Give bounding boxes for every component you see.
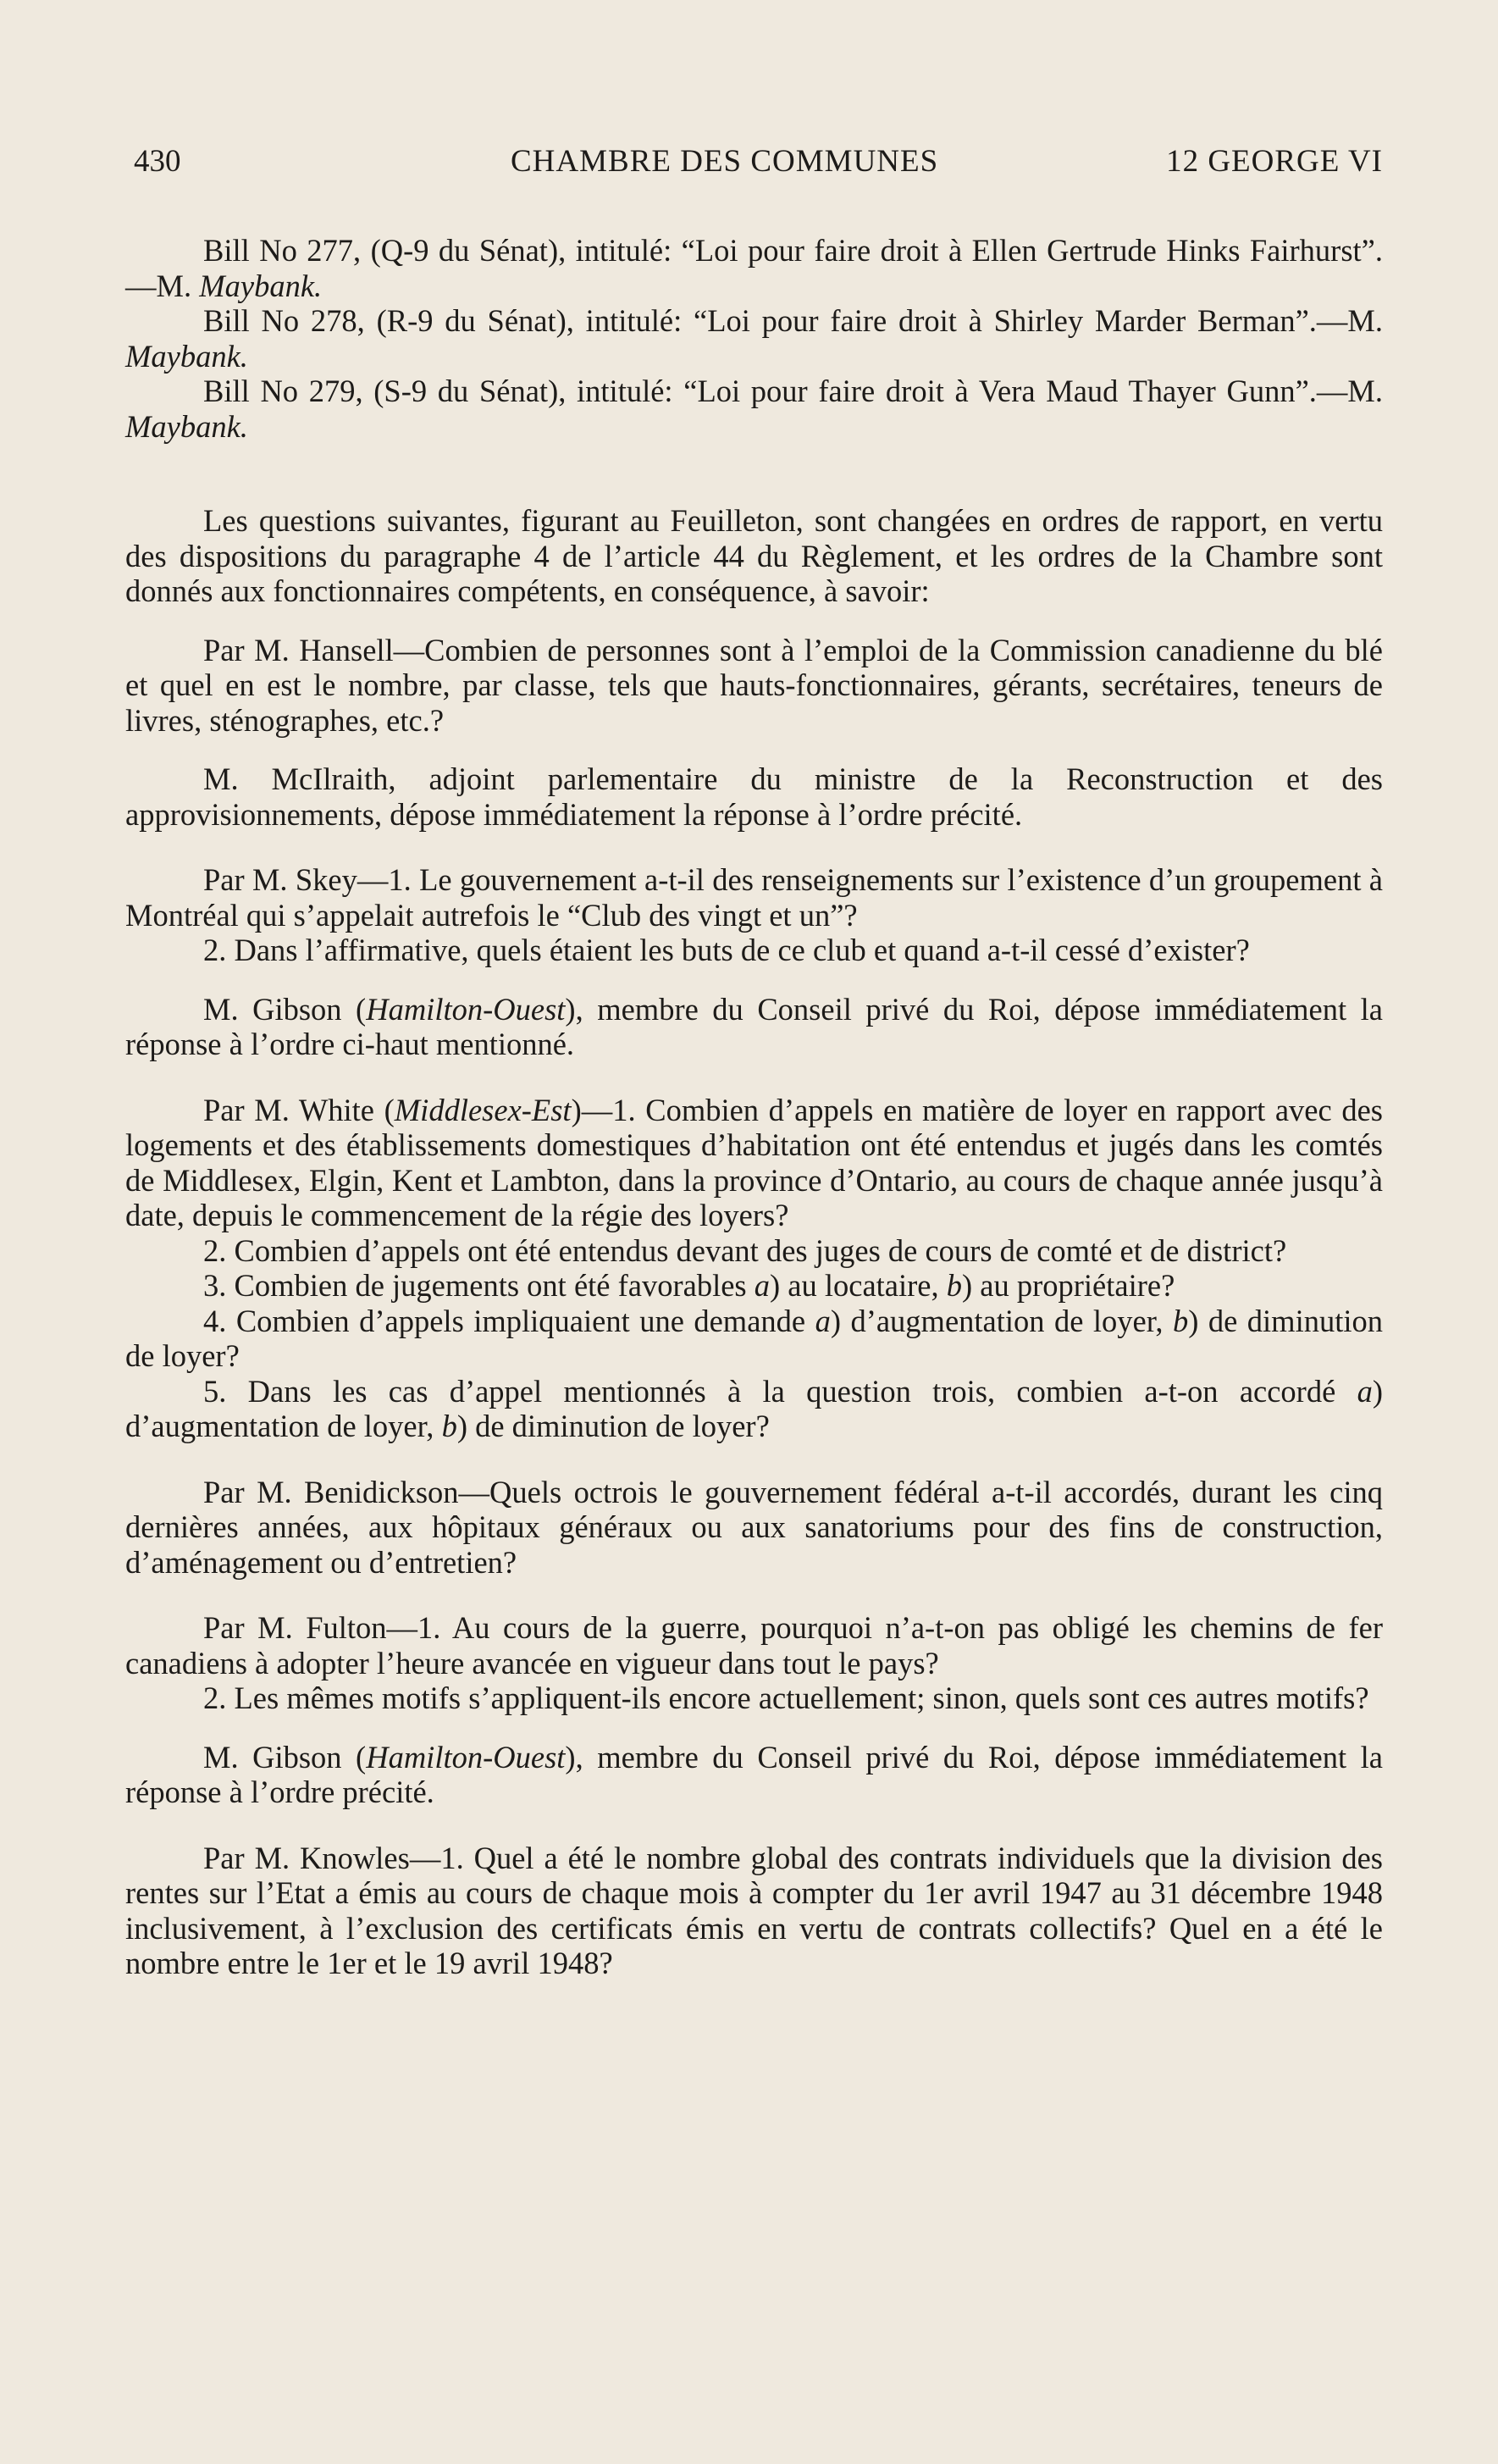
riding-name: Hamilton-Ouest <box>366 991 566 1027</box>
bill-278: Bill No 278, (R-9 du Sénat), intitulé: “Loi pour faire droit à Shirley Marder Berman”.—M. Maybank. <box>125 303 1383 374</box>
answer-gibson-2: M. Gibson (Hamilton-Ouest), membre du Conseil privé du Roi, dépose immédiatement la réponse à l’ordre précité. <box>125 1739 1383 1809</box>
riding-name: Middlesex-Est <box>394 1092 572 1127</box>
questions-intro: Les questions suivantes, figurant au Feuilleton, sont changées en ordres de rapport, en vertu des dispositions du paragraphe 4 de l’article 44 du Règlement, et les ordres de la Chambre sont donnés aux fonctionnaires compétents, en conséquence, à savoir: <box>125 503 1383 608</box>
question-white-2: 2. Combien d’appels ont été entendus devant des juges de cours de comté et de district? <box>203 1232 1287 1268</box>
question-white-5: 5. Dans les cas d’appel mentionnés à la question trois, combien a-t-on accordé a) d’augmentation de loyer, b) de diminution de loyer? <box>125 1373 1383 1443</box>
question-white-1: Par M. White (Middlesex-Est)—1. Combien d’appels en matière de loyer en rapport avec des logements et des établissements domestiques d’habitation ont été entendus et jugés dans les comtés de Middlesex, Elgin, Kent et Lambton, dans la province d’Ontario, au cours de chaque année jusqu’à date, depuis le commencement de la régie des loyers? <box>125 1092 1383 1232</box>
bill-278-sponsor: Maybank. <box>125 338 248 374</box>
question-white-4: 4. Combien d’appels impliquaient une demande a) d’augmentation de loyer, b) de diminution de loyer? <box>125 1303 1383 1373</box>
bill-277: Bill No 277, (Q-9 du Sénat), intitulé: “Loi pour faire droit à Ellen Gertrude Hinks Fairhurst”.—M. Maybank. <box>125 233 1383 303</box>
answer-mcilraith: M. McIlraith, adjoint parlementaire du ministre de la Reconstruction et des approvisionnements, dépose immédiatement la réponse à l’ordre précité. <box>125 761 1383 832</box>
running-title: CHAMBRE DES COMMUNES <box>511 144 939 179</box>
question-fulton-1: Par M. Fulton—1. Au cours de la guerre, pourquoi n’a-t-on pas obligé les chemins de fer canadiens à adopter l’heure avancée en vigueur dans tout le pays? <box>125 1610 1383 1681</box>
bill-277-sponsor: Maybank. <box>199 268 323 303</box>
question-knowles: Par M. Knowles—1. Quel a été le nombre global des contrats individuels que la division des rentes sur l’Etat a émis au cours de chaque mois à compter du 1er avril 1947 au 31 décembre 1948 inclusivement, à l’exclusion des certificats émis en vertu de contrats collectifs? Quel en a été le nombre entre le 1er et le 19 avril 1948? <box>125 1840 1383 1980</box>
answer-gibson-1: M. Gibson (Hamilton-Ouest), membre du Conseil privé du Roi, dépose immédiatement la réponse à l’ordre ci-haut mentionné. <box>125 991 1383 1061</box>
question-fulton-2: 2. Les mêmes motifs s’appliquent-ils encore actuellement; sinon, quels sont ces autres motifs? <box>203 1681 1369 1715</box>
question-skey-2: 2. Dans l’affirmative, quels étaient les buts de ce club et quand a-t-il cessé d’exister? <box>203 933 1250 967</box>
bill-279: Bill No 279, (S-9 du Sénat), intitulé: “Loi pour faire droit à Vera Maud Thayer Gunn”.—M. Maybank. <box>125 374 1383 444</box>
question-hansell: Par M. Hansell—Combien de personnes sont à l’emploi de la Commission canadienne du blé et quel en est le nombre, par classe, tels que hauts-fonctionnaires, gérants, secrétaires, teneurs de livres, sténographes, etc.? <box>125 632 1383 738</box>
riding-name: Hamilton-Ouest <box>366 1739 566 1775</box>
session-label: 12 GEORGE VI <box>1166 144 1383 179</box>
bill-279-sponsor: Maybank. <box>125 408 248 444</box>
question-benidickson: Par M. Benidickson—Quels octrois le gouvernement fédéral a-t-il accordés, durant les cinq dernières années, aux hôpitaux généraux ou aux sanatoriums pour des fins de construction, d’aménagement ou d’entretien? <box>125 1474 1383 1580</box>
question-skey-1: Par M. Skey—1. Le gouvernement a-t-il des renseignements sur l’existence d’un groupement à Montréal qui s’appelait autrefois le “Club des vingt et un”? <box>125 862 1383 933</box>
document-page <box>125 144 1383 1981</box>
page-number: 430 <box>134 144 181 179</box>
page-header <box>125 144 1383 195</box>
question-white-3: 3. Combien de jugements ont été favorables a) au locataire, b) au propriétaire? <box>203 1268 1175 1303</box>
